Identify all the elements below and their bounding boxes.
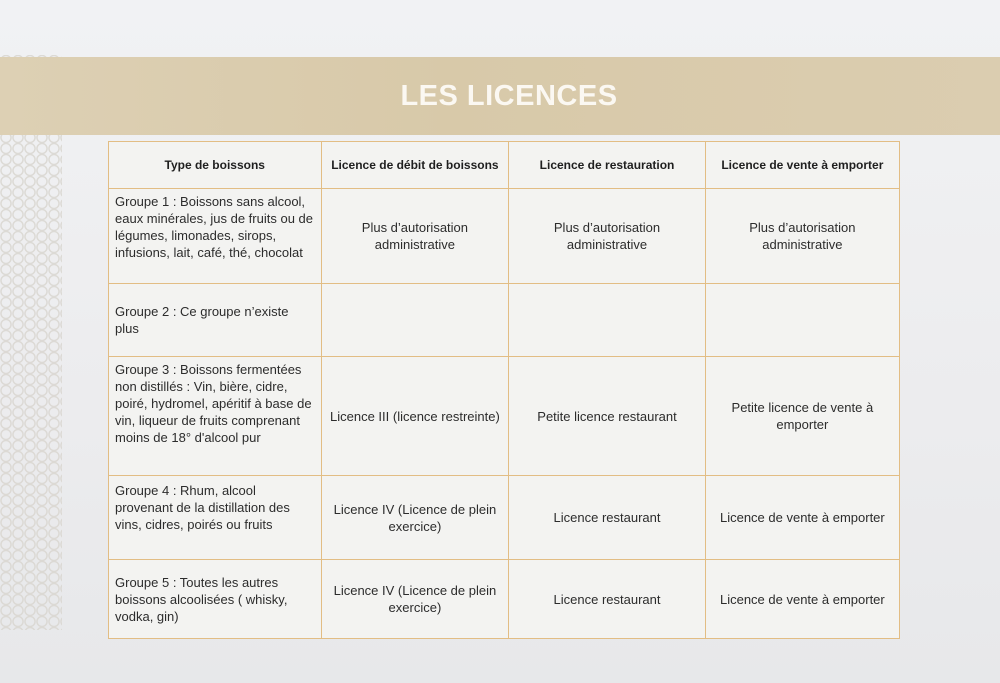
cell-emporter: Licence de vente à emporter bbox=[705, 560, 899, 639]
cell-debit: Licence IV (Licence de plein exercice) bbox=[321, 476, 509, 560]
table-row bbox=[109, 560, 900, 639]
header-licence-vente-emporter: Licence de vente à emporter bbox=[705, 142, 899, 189]
cell-emporter: Petite licence de vente à emporter bbox=[705, 357, 899, 476]
cell-restauration: Plus d’autorisation administrative bbox=[509, 189, 705, 284]
cell-debit bbox=[321, 284, 509, 357]
cell-emporter: Plus d’autorisation administrative bbox=[705, 189, 899, 284]
table-row bbox=[109, 284, 900, 357]
cell-emporter: Licence de vente à emporter bbox=[705, 476, 899, 560]
cell-restauration: Petite licence restaurant bbox=[509, 357, 705, 476]
header-licence-debit: Licence de débit de boissons bbox=[321, 142, 509, 189]
licences-table bbox=[108, 141, 900, 639]
table-row bbox=[109, 189, 900, 284]
cell-restauration bbox=[509, 284, 705, 357]
title-banner bbox=[0, 57, 1000, 135]
cell-type: Groupe 3 : Boissons fermentées non distillés : Vin, bière, cidre, poiré, hydromel, apéritif à base de vin, liqueur de fruits comprenant moins de 18° d'alcool pur bbox=[109, 357, 322, 476]
table-header-row bbox=[109, 142, 900, 189]
cell-restauration: Licence restaurant bbox=[509, 476, 705, 560]
page-title: LES LICENCES bbox=[400, 79, 618, 112]
decorative-pattern bbox=[0, 55, 62, 630]
cell-debit: Licence IV (Licence de plein exercice) bbox=[321, 560, 509, 639]
cell-debit: Plus d’autorisation administrative bbox=[321, 189, 509, 284]
cell-debit: Licence III (licence restreinte) bbox=[321, 357, 509, 476]
header-type-de-boissons: Type de boissons bbox=[109, 142, 322, 189]
table-row bbox=[109, 476, 900, 560]
table-row bbox=[109, 357, 900, 476]
cell-emporter bbox=[705, 284, 899, 357]
header-licence-restauration: Licence de restauration bbox=[509, 142, 705, 189]
cell-type: Groupe 1 : Boissons sans alcool, eaux minérales, jus de fruits ou de légumes, limonades, sirops, infusions, lait, café, thé, chocolat bbox=[109, 189, 322, 284]
cell-type: Groupe 5 : Toutes les autres boissons alcoolisées ( whisky, vodka, gin) bbox=[109, 560, 322, 639]
cell-restauration: Licence restaurant bbox=[509, 560, 705, 639]
cell-type: Groupe 4 : Rhum, alcool provenant de la distillation des vins, cidres, poirés ou fruits bbox=[109, 476, 322, 560]
cell-type: Groupe 2 : Ce groupe n’existe plus bbox=[109, 284, 322, 357]
